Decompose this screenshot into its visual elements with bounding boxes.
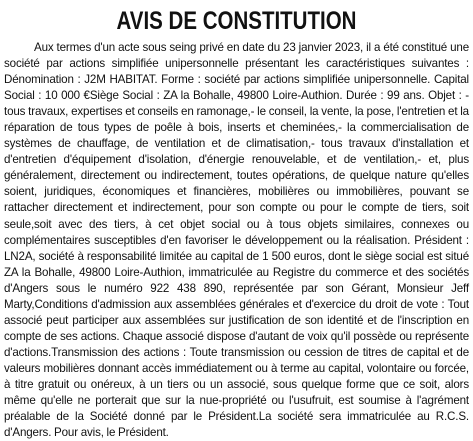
notice-title: AVIS DE CONSTITUTION <box>116 7 357 35</box>
notice-body: Aux termes d'un acte sous seing privé en date du 23 janvier 2023, il a été constitué une société par actions simplifiée unipersonnelle présentant les caractéristiques suivantes : Dénomination : J2M HABITAT. Forme : société par actions simplifiée unipersonnelle. Capital Social : 10 000 €Siège Social : ZA la Bohalle, 49800 Loire-Authion. Durée : 99 ans. Objet : - tous travaux, expertises et conseils en ramonage,- le conseil, la vente, la pose, l'entretien et la réparation de tous types de poêle à bois, inserts et cheminées,- la commercialisation de systèmes de chauffage, de ventilation et de climatisation,- tous travaux d'installation et d'entretien d'équipement d'isolation, d'énergie renouvelable, et de ventilation,- et, plus généralement, directement ou indirectement, toutes opérations, de quelque nature qu'elles soient, juridiques, économiques et financières, mobilières ou immobilières, pouvant se rattacher directement et indirectement, pour son compte ou pour le compte de tiers, soit seule,soit avec des tiers, à cet objet social ou à tous objets similaires, connexes ou complémentaires susceptibles d'en favoriser le développement ou la réalisation. Président : LN2A, société à responsabilité limitée au capital de 1 500 euros, dont le siège social est situé ZA la Bohalle, 49800 Loire-Authion, immatriculée au Registre du commerce et des sociétés d'Angers sous le numéro 922 438 890, représentée par son Gérant, Monsieur Jeff Marty,Conditions d'admission aux assemblées générales et d'exercice du droit de vote : Tout associé peut participer aux assemblées sur justification de son identité et de l'inscription en compte de ses actions. Chaque associé dispose d'autant de voix qu'il possède ou représente d'actions.Transmission des actions : Toute transmission ou cession de titres de capital et de valeurs mobilières donnant accès immédiatement ou à terme au capital, volontaire ou forcée, à titre gratuit ou onéreux, à un tiers ou un associé, sous quelque forme que ce soit, alors même qu'elle ne porterait que sur la nue-propriété ou l'usufruit, est soumise à l'agrément préalable de la Société donné par le Président.La société sera immatriculée au R.C.S. d'Angers. Pour avis, le Président. <box>4 41 469 440</box>
